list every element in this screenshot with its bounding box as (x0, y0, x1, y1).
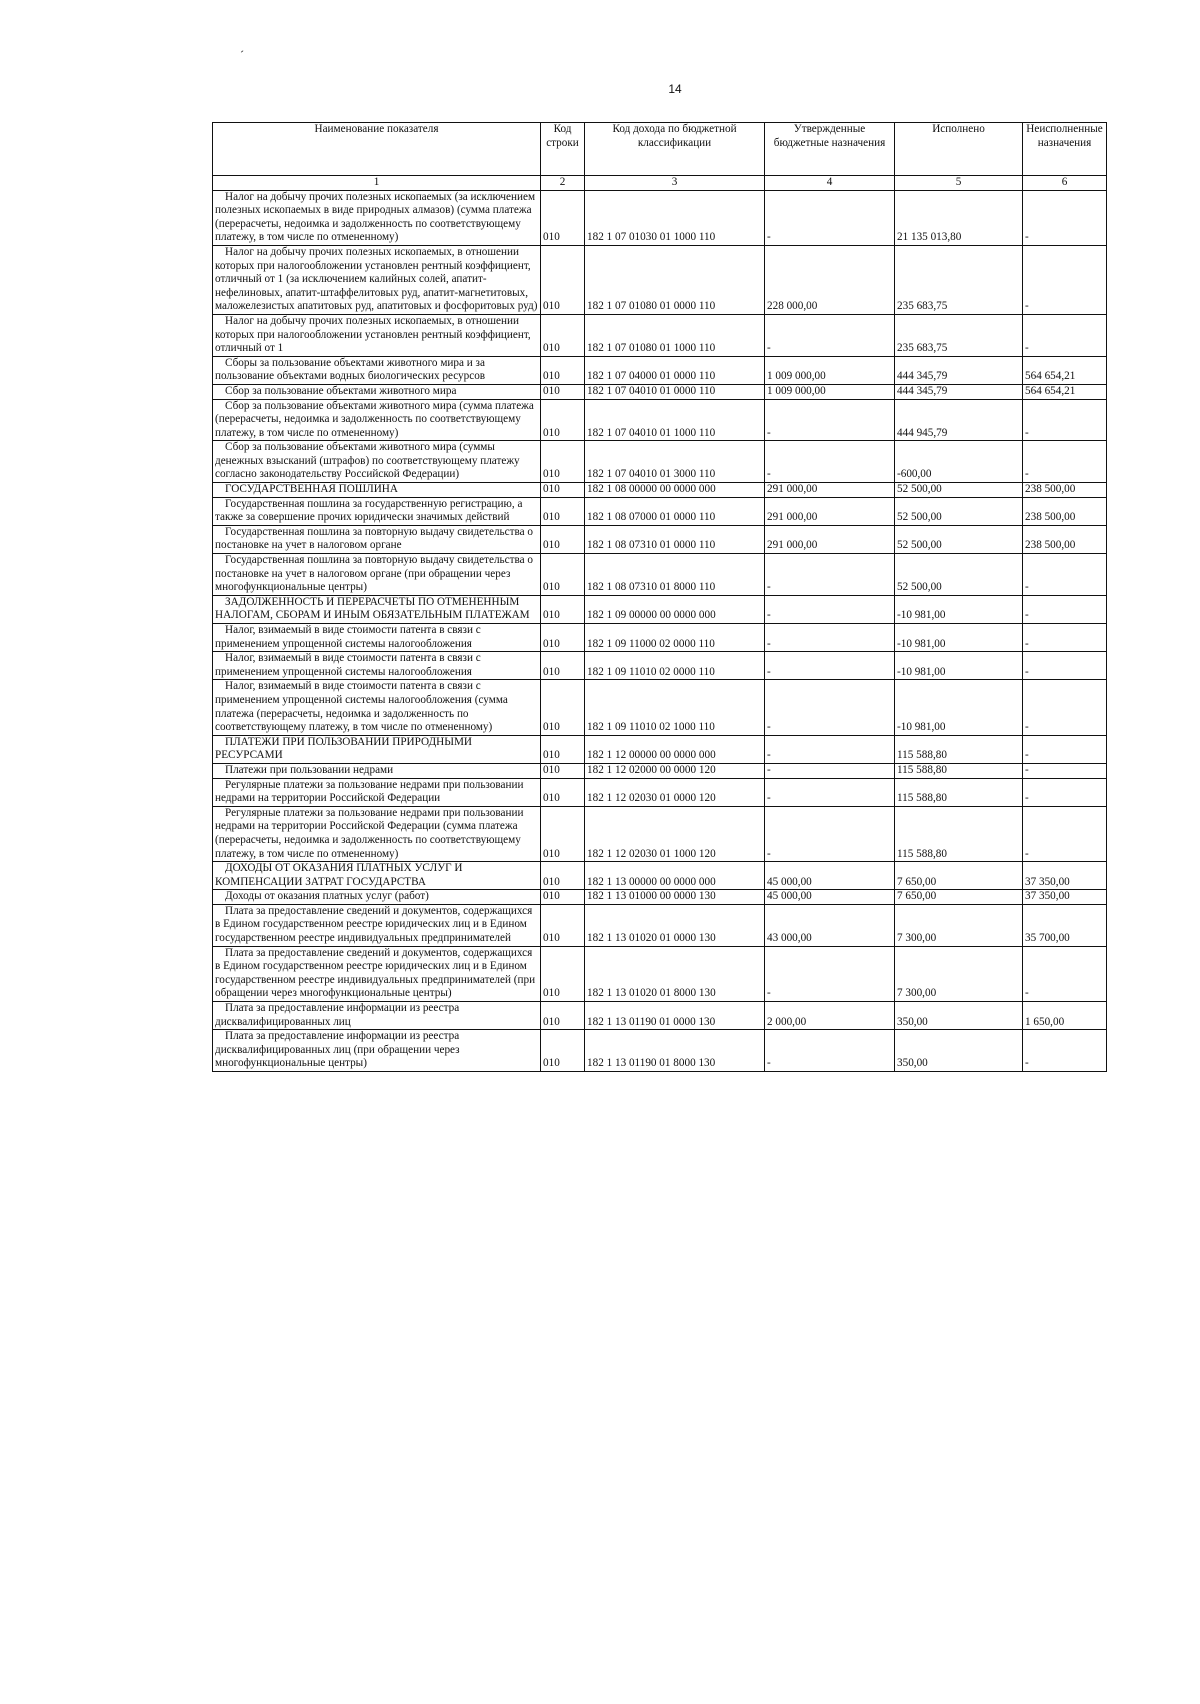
income-code: 182 1 13 00000 00 0000 000 (585, 862, 765, 890)
unexecuted-amount: 35 700,00 (1023, 904, 1107, 946)
unexecuted-amount: - (1023, 441, 1107, 483)
income-code: 182 1 12 02000 00 0000 120 (585, 763, 765, 778)
unexecuted-amount: 564 654,21 (1023, 384, 1107, 399)
unexecuted-amount: 37 350,00 (1023, 862, 1107, 890)
approved-amount: - (765, 778, 895, 806)
executed-amount: 115 588,80 (895, 806, 1023, 861)
column-number: 1 (213, 176, 541, 191)
approved-amount: - (765, 1030, 895, 1072)
indicator-name: Доходы от оказания платных услуг (работ) (213, 890, 541, 905)
income-code: 182 1 13 01020 01 0000 130 (585, 904, 765, 946)
executed-amount: -10 981,00 (895, 652, 1023, 680)
indicator-name: Сбор за пользование объектами животного мира (суммы денежных взысканий (штрафов) по соответствующему платежу согласно законодательству Российской Федерации) (213, 441, 541, 483)
row-code: 010 (541, 497, 585, 525)
executed-amount: 7 650,00 (895, 862, 1023, 890)
indicator-name: ЗАДОЛЖЕННОСТЬ И ПЕРЕРАСЧЕТЫ ПО ОТМЕНЕННЫМ НАЛОГАМ, СБОРАМ И ИНЫМ ОБЯЗАТЕЛЬНЫМ ПЛАТЕЖАМ (213, 595, 541, 623)
unexecuted-amount: - (1023, 652, 1107, 680)
approved-amount: - (765, 763, 895, 778)
row-code: 010 (541, 190, 585, 245)
income-code: 182 1 09 11010 02 1000 110 (585, 680, 765, 735)
unexecuted-amount: - (1023, 1030, 1107, 1072)
income-code: 182 1 13 01190 01 8000 130 (585, 1030, 765, 1072)
income-code: 182 1 13 01020 01 8000 130 (585, 946, 765, 1001)
unexecuted-amount: 1 650,00 (1023, 1002, 1107, 1030)
executed-amount: 350,00 (895, 1030, 1023, 1072)
table-row (213, 384, 1107, 399)
table-row (213, 735, 1107, 763)
income-code: 182 1 07 04010 01 3000 110 (585, 441, 765, 483)
unexecuted-amount: - (1023, 735, 1107, 763)
unexecuted-amount: - (1023, 314, 1107, 356)
unexecuted-amount: - (1023, 624, 1107, 652)
unexecuted-amount: - (1023, 190, 1107, 245)
approved-amount: 1 009 000,00 (765, 356, 895, 384)
approved-amount: - (765, 314, 895, 356)
executed-amount: 52 500,00 (895, 483, 1023, 498)
header-row-code: Код строки (541, 123, 585, 176)
header-approved: Утвержденные бюджетные назначения (765, 123, 895, 176)
income-code: 182 1 07 01030 01 1000 110 (585, 190, 765, 245)
column-number: 3 (585, 176, 765, 191)
header-income-code: Код дохода по бюджетной классификации (585, 123, 765, 176)
income-code: 182 1 12 00000 00 0000 000 (585, 735, 765, 763)
unexecuted-amount: 238 500,00 (1023, 483, 1107, 498)
column-number: 2 (541, 176, 585, 191)
executed-amount: 235 683,75 (895, 314, 1023, 356)
table-row (213, 763, 1107, 778)
row-code: 010 (541, 624, 585, 652)
unexecuted-amount: 37 350,00 (1023, 890, 1107, 905)
income-code: 182 1 07 04010 01 1000 110 (585, 399, 765, 441)
row-code: 010 (541, 314, 585, 356)
row-code: 010 (541, 904, 585, 946)
executed-amount: 52 500,00 (895, 525, 1023, 553)
income-code: 182 1 07 01080 01 1000 110 (585, 314, 765, 356)
executed-amount: 21 135 013,80 (895, 190, 1023, 245)
budget-execution-table (212, 122, 1107, 1072)
income-code: 182 1 09 00000 00 0000 000 (585, 595, 765, 623)
executed-amount: 7 300,00 (895, 946, 1023, 1001)
row-code: 010 (541, 862, 585, 890)
executed-amount: 52 500,00 (895, 554, 1023, 596)
column-number: 6 (1023, 176, 1107, 191)
approved-amount: - (765, 624, 895, 652)
table-row (213, 497, 1107, 525)
indicator-name: Сбор за пользование объектами животного мира (213, 384, 541, 399)
approved-amount: 45 000,00 (765, 862, 895, 890)
executed-amount: 115 588,80 (895, 778, 1023, 806)
unexecuted-amount: - (1023, 763, 1107, 778)
table-row (213, 1002, 1107, 1030)
indicator-name: Налог, взимаемый в виде стоимости патента в связи с применением упрощенной системы налогообложения (213, 624, 541, 652)
executed-amount: 235 683,75 (895, 245, 1023, 314)
row-code: 010 (541, 890, 585, 905)
row-code: 010 (541, 483, 585, 498)
row-code: 010 (541, 356, 585, 384)
row-code: 010 (541, 1030, 585, 1072)
unexecuted-amount: - (1023, 595, 1107, 623)
unexecuted-amount: 238 500,00 (1023, 525, 1107, 553)
row-code: 010 (541, 441, 585, 483)
income-code: 182 1 08 00000 00 0000 000 (585, 483, 765, 498)
row-code: 010 (541, 525, 585, 553)
approved-amount: 43 000,00 (765, 904, 895, 946)
approved-amount: - (765, 190, 895, 245)
row-code: 010 (541, 1002, 585, 1030)
row-code: 010 (541, 806, 585, 861)
column-number-row (213, 176, 1107, 191)
table-row (213, 525, 1107, 553)
unexecuted-amount: - (1023, 778, 1107, 806)
table-row (213, 356, 1107, 384)
table-row (213, 1030, 1107, 1072)
executed-amount: 350,00 (895, 1002, 1023, 1030)
executed-amount: 7 300,00 (895, 904, 1023, 946)
executed-amount: 52 500,00 (895, 497, 1023, 525)
indicator-name: Плата за предоставление сведений и документов, содержащихся в Едином государственном реестре юридических лиц и в Едином государственном реестре индивидуальных предпринимателей (213, 904, 541, 946)
row-code: 010 (541, 554, 585, 596)
table-row (213, 890, 1107, 905)
indicator-name: Налог, взимаемый в виде стоимости патента в связи с применением упрощенной системы налогообложения (сумма платежа (перерасчеты, недоимка и задолженность по соответствующему платежу, в том числе по отмененному) (213, 680, 541, 735)
approved-amount: - (765, 595, 895, 623)
indicator-name: ПЛАТЕЖИ ПРИ ПОЛЬЗОВАНИИ ПРИРОДНЫМИ РЕСУРСАМИ (213, 735, 541, 763)
unexecuted-amount: - (1023, 806, 1107, 861)
column-number: 4 (765, 176, 895, 191)
income-code: 182 1 07 04000 01 0000 110 (585, 356, 765, 384)
row-code: 010 (541, 384, 585, 399)
indicator-name: Регулярные платежи за пользование недрами при пользовании недрами на территории Российской Федерации (сумма платежа (перерасчеты, недоимка и задолженность по соответствующему платежу, в том числе по отмененному) (213, 806, 541, 861)
indicator-name: Плата за предоставление информации из реестра дисквалифицированных лиц (при обращении через многофункциональные центры) (213, 1030, 541, 1072)
income-code: 182 1 12 02030 01 1000 120 (585, 806, 765, 861)
indicator-name: Регулярные платежи за пользование недрами при пользовании недрами на территории Российской Федерации (213, 778, 541, 806)
indicator-name: Налог на добычу прочих полезных ископаемых (за исключением полезных ископаемых в виде природных алмазов) (сумма платежа (перерасчеты, недоимка и задолженность по соответствующему платежу, в том числе по отмененному) (213, 190, 541, 245)
executed-amount: -10 981,00 (895, 680, 1023, 735)
table-row (213, 904, 1107, 946)
executed-amount: -10 981,00 (895, 595, 1023, 623)
approved-amount: 228 000,00 (765, 245, 895, 314)
indicator-name: Сбор за пользование объектами животного мира (сумма платежа (перерасчеты, недоимка и задолженность по соответствующему платежу, в том числе по отмененному) (213, 399, 541, 441)
table-row (213, 624, 1107, 652)
column-number: 5 (895, 176, 1023, 191)
income-code: 182 1 13 01000 00 0000 130 (585, 890, 765, 905)
executed-amount: 115 588,80 (895, 763, 1023, 778)
executed-amount: 444 945,79 (895, 399, 1023, 441)
income-code: 182 1 07 04010 01 0000 110 (585, 384, 765, 399)
table-row (213, 314, 1107, 356)
header-unexecuted: Неисполненные назначения (1023, 123, 1107, 176)
income-code: 182 1 12 02030 01 0000 120 (585, 778, 765, 806)
income-code: 182 1 13 01190 01 0000 130 (585, 1002, 765, 1030)
approved-amount: 1 009 000,00 (765, 384, 895, 399)
header-row (213, 123, 1107, 176)
indicator-name: Плата за предоставление информации из реестра дисквалифицированных лиц (213, 1002, 541, 1030)
row-code: 010 (541, 763, 585, 778)
table-row (213, 778, 1107, 806)
row-code: 010 (541, 595, 585, 623)
indicator-name: ДОХОДЫ ОТ ОКАЗАНИЯ ПЛАТНЫХ УСЛУГ И КОМПЕНСАЦИИ ЗАТРАТ ГОСУДАРСТВА (213, 862, 541, 890)
table-row (213, 862, 1107, 890)
row-code: 010 (541, 652, 585, 680)
table-row (213, 806, 1107, 861)
table-row (213, 483, 1107, 498)
income-code: 182 1 09 11000 02 0000 110 (585, 624, 765, 652)
unexecuted-amount: 238 500,00 (1023, 497, 1107, 525)
approved-amount: - (765, 806, 895, 861)
indicator-name: Плата за предоставление сведений и документов, содержащихся в Едином государственном реестре юридических лиц и в Едином государственном реестре индивидуальных предпринимателей (при обращении через многофункциональные центры) (213, 946, 541, 1001)
table-row (213, 190, 1107, 245)
approved-amount: 2 000,00 (765, 1002, 895, 1030)
income-code: 182 1 07 01080 01 0000 110 (585, 245, 765, 314)
header-indicator-name: Наименование показателя (213, 123, 541, 176)
approved-amount: 291 000,00 (765, 525, 895, 553)
row-code: 010 (541, 778, 585, 806)
executed-amount: -10 981,00 (895, 624, 1023, 652)
unexecuted-amount: 564 654,21 (1023, 356, 1107, 384)
table-row (213, 946, 1107, 1001)
table-row (213, 441, 1107, 483)
executed-amount: 115 588,80 (895, 735, 1023, 763)
approved-amount: - (765, 399, 895, 441)
executed-amount: 444 345,79 (895, 356, 1023, 384)
approved-amount: 45 000,00 (765, 890, 895, 905)
indicator-name: Государственная пошлина за государственную регистрацию, а также за совершение прочих юридически значимых действий (213, 497, 541, 525)
row-code: 010 (541, 245, 585, 314)
unexecuted-amount: - (1023, 554, 1107, 596)
page-number: 14 (668, 82, 682, 96)
indicator-name: Государственная пошлина за повторную выдачу свидетельства о постановке на учет в налоговом органе (213, 525, 541, 553)
approved-amount: - (765, 441, 895, 483)
indicator-name: Государственная пошлина за повторную выдачу свидетельства о постановке на учет в налоговом органе (при обращении через многофункциональные центры) (213, 554, 541, 596)
approved-amount: - (765, 946, 895, 1001)
income-code: 182 1 09 11010 02 0000 110 (585, 652, 765, 680)
executed-amount: 444 345,79 (895, 384, 1023, 399)
table-row (213, 554, 1107, 596)
indicator-name: Сборы за пользование объектами животного мира и за пользование объектами водных биологических ресурсов (213, 356, 541, 384)
approved-amount: - (765, 680, 895, 735)
scan-mark: ˊ (240, 48, 244, 62)
indicator-name: Платежи при пользовании недрами (213, 763, 541, 778)
approved-amount: - (765, 554, 895, 596)
unexecuted-amount: - (1023, 946, 1107, 1001)
table-row (213, 399, 1107, 441)
unexecuted-amount: - (1023, 245, 1107, 314)
unexecuted-amount: - (1023, 680, 1107, 735)
row-code: 010 (541, 735, 585, 763)
row-code: 010 (541, 680, 585, 735)
approved-amount: 291 000,00 (765, 497, 895, 525)
indicator-name: Налог на добычу прочих полезных ископаемых, в отношении которых при налогообложении установлен рентный коэффициент, отличный от 1 (за исключением калийных солей, апатит-нефелиновых, апатит-штаффелитовых руд, апатит-магнетитовых, маложелезистых апатитовых руд, апатитовых и фосфоритовых руд) (213, 245, 541, 314)
executed-amount: -600,00 (895, 441, 1023, 483)
unexecuted-amount: - (1023, 399, 1107, 441)
table-row (213, 595, 1107, 623)
indicator-name: Налог на добычу прочих полезных ископаемых, в отношении которых при налогообложении установлен рентный коэффициент, отличный от 1 (213, 314, 541, 356)
header-executed: Исполнено (895, 123, 1023, 176)
row-code: 010 (541, 946, 585, 1001)
approved-amount: 291 000,00 (765, 483, 895, 498)
income-code: 182 1 08 07000 01 0000 110 (585, 497, 765, 525)
executed-amount: 7 650,00 (895, 890, 1023, 905)
table-row (213, 652, 1107, 680)
approved-amount: - (765, 652, 895, 680)
indicator-name: Налог, взимаемый в виде стоимости патента в связи с применением упрощенной системы налогообложения (213, 652, 541, 680)
table-row (213, 245, 1107, 314)
approved-amount: - (765, 735, 895, 763)
table-row (213, 680, 1107, 735)
indicator-name: ГОСУДАРСТВЕННАЯ ПОШЛИНА (213, 483, 541, 498)
income-code: 182 1 08 07310 01 8000 110 (585, 554, 765, 596)
row-code: 010 (541, 399, 585, 441)
income-code: 182 1 08 07310 01 0000 110 (585, 525, 765, 553)
